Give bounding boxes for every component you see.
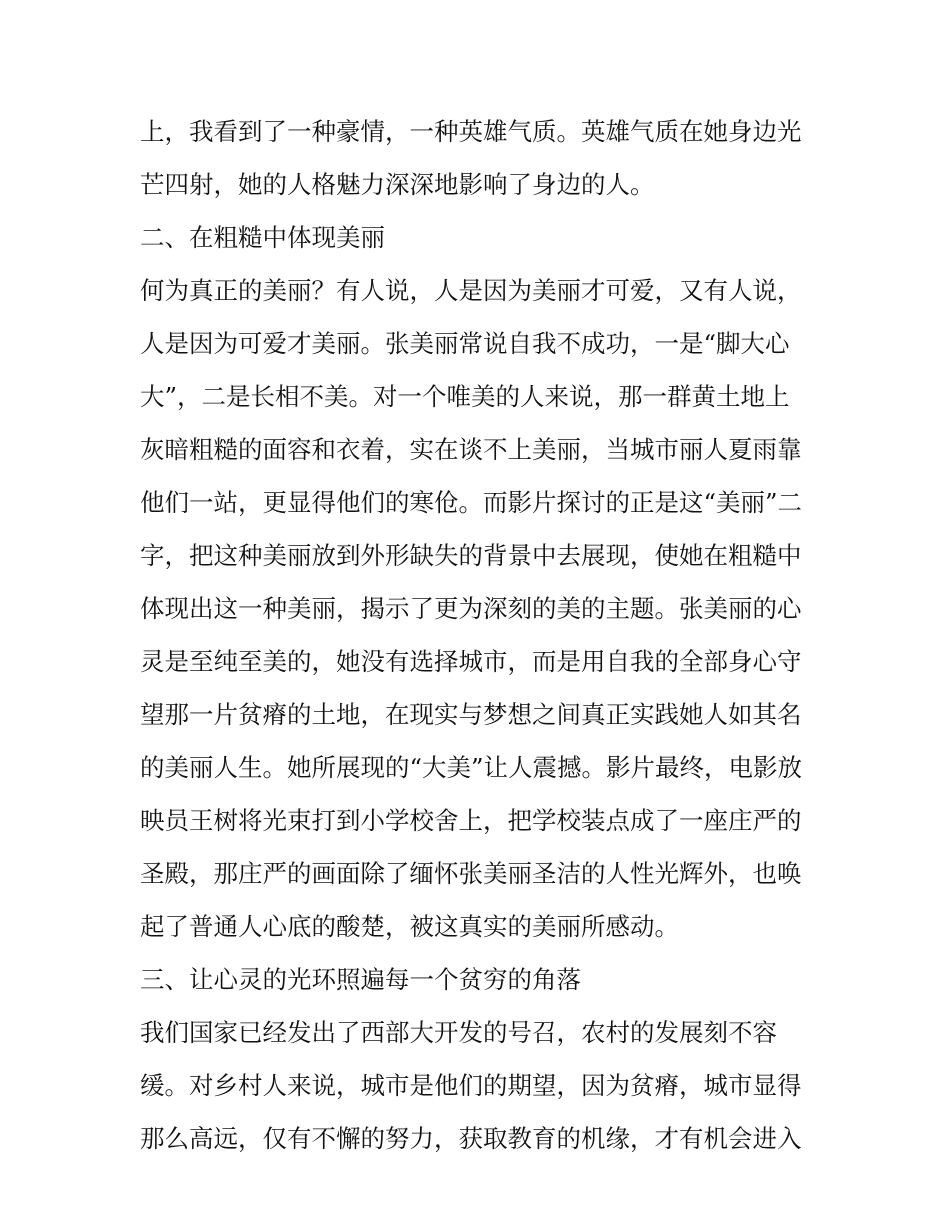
text-line: 字，把这种美丽放到外形缺失的背景中去展现，使她在粗糙中 bbox=[140, 541, 802, 570]
text-line: 我们国家已经发出了西部大开发的号召，农村的发展刻不容 bbox=[140, 1018, 777, 1047]
text-line: 缓。对乡村人来说，城市是他们的期望，因为贫瘠，城市显得 bbox=[140, 1071, 802, 1100]
text-line: 灰暗粗糙的面容和衣着，实在谈不上美丽，当城市丽人夏雨靠 bbox=[140, 435, 802, 464]
text-line: 那么高远，仅有不懈的努力，获取教育的机缘，才有机会进入 bbox=[140, 1124, 802, 1153]
text-line: 芒四射，她的人格魅力深深地影响了身边的人。 bbox=[140, 170, 655, 199]
text-line: 圣殿，那庄严的画面除了缅怀张美丽圣洁的人性光辉外，也唤 bbox=[140, 859, 802, 888]
text-line: 映员王树将光束打到小学校舍上，把学校装点成了一座庄严的 bbox=[140, 806, 802, 835]
text-line: 人是因为可爱才美丽。张美丽常说自我不成功，一是“脚大心 bbox=[140, 329, 790, 358]
text-line: 的美丽人生。她所展现的“大美”让人震撼。影片最终，电影放 bbox=[140, 753, 803, 782]
text-line: 上，我看到了一种豪情，一种英雄气质。英雄气质在她身边光 bbox=[140, 117, 802, 146]
text-line: 何为真正的美丽？有人说，人是因为美丽才可爱，又有人说， bbox=[140, 276, 802, 305]
text-line: 体现出这一种美丽，揭示了更为深刻的美的主题。张美丽的心 bbox=[140, 594, 802, 623]
text-line: 望那一片贫瘠的土地，在现实与梦想之间真正实践她人如其名 bbox=[140, 700, 802, 729]
text-line: 他们一站，更显得他们的寒伧。而影片探讨的正是这“美丽”二 bbox=[140, 488, 803, 517]
section-heading: 二、在粗糙中体现美丽 bbox=[140, 223, 385, 252]
body-text bbox=[140, 105, 820, 1165]
text-line: 起了普通人心底的酸楚，被这真实的美丽所感动。 bbox=[140, 912, 679, 941]
text-line: 灵是至纯至美的，她没有选择城市，而是用自我的全部身心守 bbox=[140, 647, 802, 676]
text-line: 大”，二是长相不美。对一个唯美的人来说，那一群黄土地上 bbox=[140, 382, 790, 411]
section-heading: 三、让心灵的光环照遍每一个贫穷的角落 bbox=[140, 965, 581, 994]
